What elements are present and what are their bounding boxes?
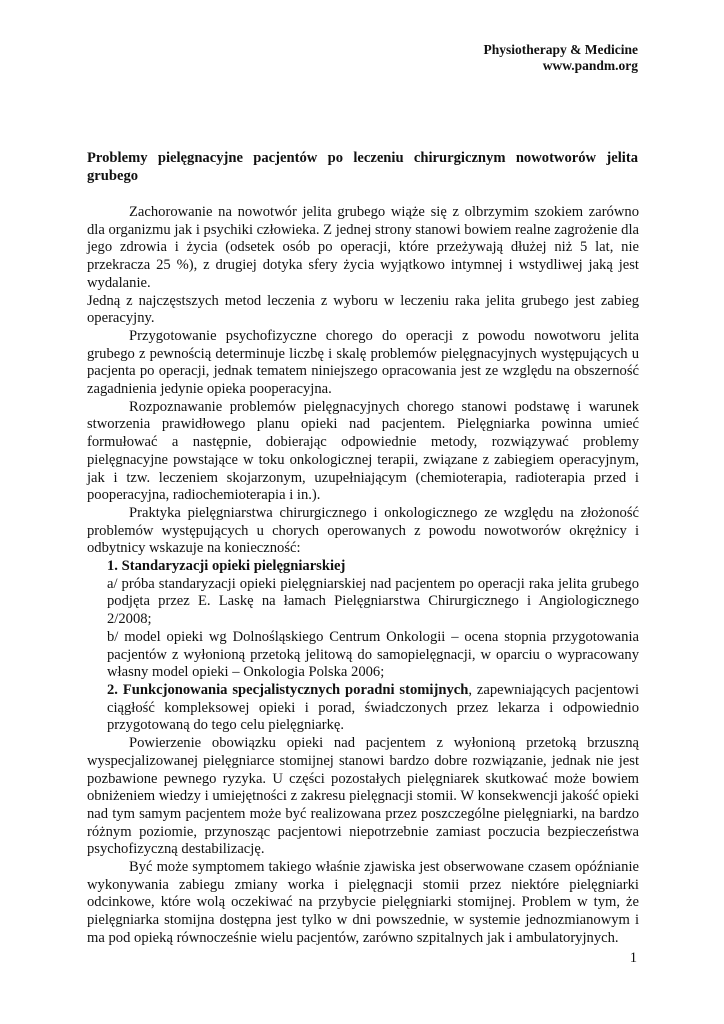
journal-name: Physiotherapy & Medicine xyxy=(483,42,638,57)
list-item-heading: 2. Funkcjonowania specjalistycznych poradni stomijnych xyxy=(107,681,469,698)
page-number: 1 xyxy=(629,950,637,966)
journal-url: www.pandm.org xyxy=(542,58,638,73)
paragraph: Rozpoznawanie problemów pielęgnacyjnych chorego stanowi podstawę i warunek stworzenia prawidłowego planu opieki nad pacjentem. Pielęgniarka powinna umieć formułować a następnie, dobierając odpowiednie metody, rozwiązywać problemy pielęgnacyjne powstające w toku onkologicznej terapii, związane z zabiegiem operacyjnym, jak i tzw. leczeniem skojarzonym, uzupełniającym (chemioterapia, radioterapia przed i pooperacyjna, radiochemioterapia i in.). xyxy=(87,398,639,504)
paragraph: Być może symptomem takiego właśnie zjawiska jest obserwowane czasem opóźnianie wykonywania zabiegu zmiany worka i pielęgnacji stomii przez niektóre pielęgniarki odcinkowe, które wolą oczekiwać na przybycie pielęgniarki stomijnej. Problem w tym, że pielęgniarka stomijna dostępna jest tylko w dni powszednie, w systemie jednozmianowym i ma pod opieką równocześnie wielu pacjentów, zarówno szpitalnych jak i ambulatoryjnych. xyxy=(87,859,639,946)
article-body xyxy=(87,204,639,948)
paragraph: Zachorowanie na nowotwór jelita grubego wiąże się z olbrzymim szokiem zarówno dla organizmu jak i psychiki człowieka. Z jednej strony stanowi bowiem realne zagrożenie dla jego zdrowia i życia (odsetek osób po operacji, które przeżywają dłużej niż 5 lat, nie przekracza 25 %), z drugiej dotyka sfery życia wyjątkowo intymnej i wstydliwej jaką jest wydalanie. xyxy=(87,204,639,291)
paragraph: Praktyka pielęgniarstwa chirurgicznego i onkologicznego ze względu na złożoność problemów występujących u chorych operowanych z powodu nowotworów okrężnicy i odbytnicy wskazuje na konieczność: xyxy=(87,504,639,557)
paragraph: Jedną z najczęstszych metod leczenia z wyboru w leczeniu raka jelita grubego jest zabieg operacyjny. xyxy=(87,292,639,327)
paragraph: Powierzenie obowiązku opieki nad pacjentem z wyłonioną przetoką brzuszną wyspecjalizowanej pielęgniarce stomijnej stanowi bardzo dobre rozwiązanie, jednak nie jest pozbawione pewnego ryzyka. U części pozostałych pielęgniarek skutkować może bowiem obniżeniem wiedzy i umiejętności z zakresu pielęgnacji stomii. W konsekwencji jakość opieki nad tym samym pacjentem może być realizowana przez poszczególne pielęgniarki, na bardzo różnym poziomie, przynosząc pacjentowi niepotrzebnie zamiast poczucia bezpieczeństwa psychofizyczną destabilizację. xyxy=(87,735,639,858)
article-title: Problemy pielęgnacyjne pacjentów po leczeniu chirurgicznym nowotworów jelita grubego xyxy=(87,150,638,184)
list-item-heading: 1. Standaryzacji opieki pielęgniarskiej xyxy=(107,558,346,575)
list-subitem: b/ model opieki wg Dolnośląskiego Centrum Onkologii – ocena stopnia przygotowania pacjentów z wyłonioną przetoką jelitową do samopielęgnacji, w oparciu o wypracowany własny model opieki – Onkologia Polska 2006; xyxy=(107,628,639,681)
list-item xyxy=(87,682,639,735)
list-item-text: , zapewniających pacjentowi ciągłość kompleksowej opieki i porad, świadczonych przez lekarza i odpowiednio przygotowaną do tego celu pielęgniarkę. xyxy=(107,681,640,734)
page-header xyxy=(484,42,639,74)
paragraph: Przygotowanie psychofizyczne chorego do operacji z powodu nowotworu jelita grubego z pewnością determinuje liczbę i skalę problemów pielęgnacyjnych występujących u pacjenta po operacji, jednak tematem niniejszego opracowania jest ze względu na obszerność zagadnienia jedynie opieka pooperacyjna. xyxy=(87,327,639,398)
list-subitem: a/ próba standaryzacji opieki pielęgniarskiej nad pacjentem po operacji raka jelita grubego podjęta przez E. Laskę na łamach Pielęgniarstwa Chirurgicznego i Angiologicznego 2/2008; xyxy=(107,575,639,628)
